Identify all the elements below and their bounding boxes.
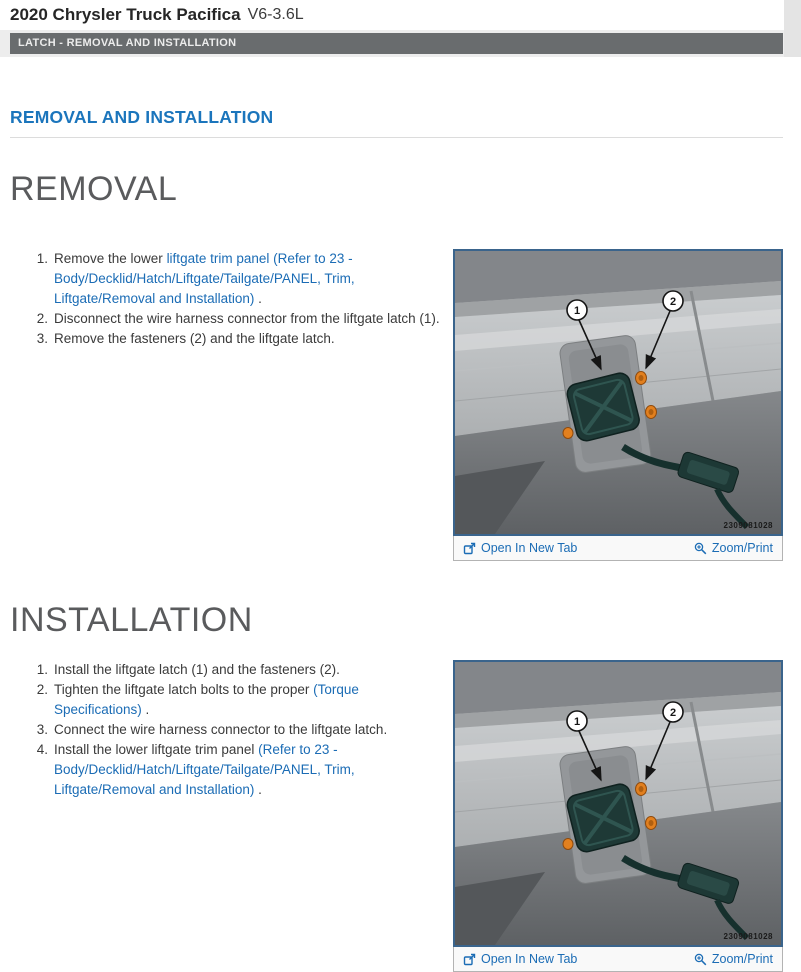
step: [36, 660, 450, 680]
open-in-new-tab-button[interactable]: [463, 541, 577, 555]
figure-removal: [453, 249, 783, 561]
step-number: 1.: [36, 251, 48, 266]
step-number: 2.: [36, 311, 48, 326]
step: [36, 249, 450, 309]
step-text-pre: Connect the wire harness connector to the liftgate latch.: [54, 722, 388, 737]
step: [36, 329, 450, 349]
step-text-pre: Tighten the liftgate latch bolts to the proper: [54, 682, 314, 697]
step-number: 3.: [36, 722, 48, 737]
vehicle-title: 2020 Chrysler Truck Pacifica: [10, 5, 241, 24]
step-text-pre: Disconnect the wire harness connector from the liftgate latch (1).: [54, 311, 440, 326]
removal-steps: [10, 249, 450, 349]
step-text: [54, 720, 387, 740]
step-text: [54, 249, 446, 309]
step-text: [54, 740, 446, 800]
step-text-post: .: [254, 782, 262, 797]
zoom-print-button[interactable]: [694, 541, 773, 555]
breadcrumb-band: [0, 30, 801, 57]
step-text: [54, 660, 340, 680]
article: [0, 107, 801, 972]
step-text-post: .: [141, 702, 150, 717]
step-text-pre: Remove the fasteners (2) and the liftgate latch.: [54, 331, 335, 346]
zoom-print-button[interactable]: [694, 952, 773, 966]
step-text: [54, 329, 335, 349]
open-in-new-tab-label: Open In New Tab: [481, 541, 578, 555]
open-in-new-tab-button[interactable]: [463, 952, 577, 966]
figure-installation: [453, 660, 783, 972]
external-link-icon: [463, 953, 476, 966]
latch-illustration: [453, 660, 783, 947]
step: [36, 720, 450, 740]
refer-link[interactable]: liftgate trim panel (Refer to 23 - Body/Decklid/Hatch/Liftgate/Tailgate/PANEL, Trim, Liftgate/Removal and Installation): [54, 251, 355, 306]
zoom-print-label: Zoom/Print: [711, 952, 773, 966]
figure-toolbar: [453, 536, 783, 561]
zoom-magnifier-icon: [694, 953, 707, 966]
zoom-print-label: Zoom/Print: [711, 541, 773, 555]
zoom-magnifier-icon: [694, 542, 707, 555]
step: [36, 740, 450, 800]
vehicle-engine: V6-3.6L: [247, 6, 304, 23]
external-link-icon: [463, 542, 476, 555]
step-number: 1.: [36, 662, 48, 677]
scrollbar-track[interactable]: [784, 0, 801, 57]
installation-steps: [10, 660, 450, 800]
step-text-pre: Remove the lower: [54, 251, 167, 266]
step-number: 4.: [36, 742, 48, 757]
torque-specifications-link[interactable]: (Torque Specifications): [54, 682, 359, 717]
step-number: 2.: [36, 682, 48, 697]
step-text: [54, 309, 440, 329]
latch-illustration: [453, 249, 783, 536]
app-header: [0, 0, 801, 57]
step-number: 3.: [36, 331, 48, 346]
removal-heading: REMOVAL: [10, 170, 178, 208]
open-in-new-tab-label: Open In New Tab: [481, 952, 578, 966]
step-text-post: .: [254, 291, 262, 306]
step: [36, 680, 450, 720]
refer-link[interactable]: (Refer to 23 - Body/Decklid/Hatch/Liftgate/Tailgate/PANEL, Trim, Liftgate/Removal and Installation): [54, 742, 355, 797]
installation-heading: INSTALLATION: [10, 601, 253, 639]
page-title: REMOVAL AND INSTALLATION: [10, 107, 783, 138]
removal-section: [10, 249, 783, 561]
step-text-pre: Install the lower liftgate trim panel: [54, 742, 259, 757]
figure-toolbar: [453, 947, 783, 972]
breadcrumb: LATCH - REMOVAL AND INSTALLATION: [10, 33, 783, 54]
vehicle-title-row: [0, 0, 801, 30]
installation-section: [10, 660, 783, 972]
step-text: [54, 680, 446, 720]
step: [36, 309, 450, 329]
step-text-pre: Install the liftgate latch (1) and the fasteners (2).: [54, 662, 340, 677]
